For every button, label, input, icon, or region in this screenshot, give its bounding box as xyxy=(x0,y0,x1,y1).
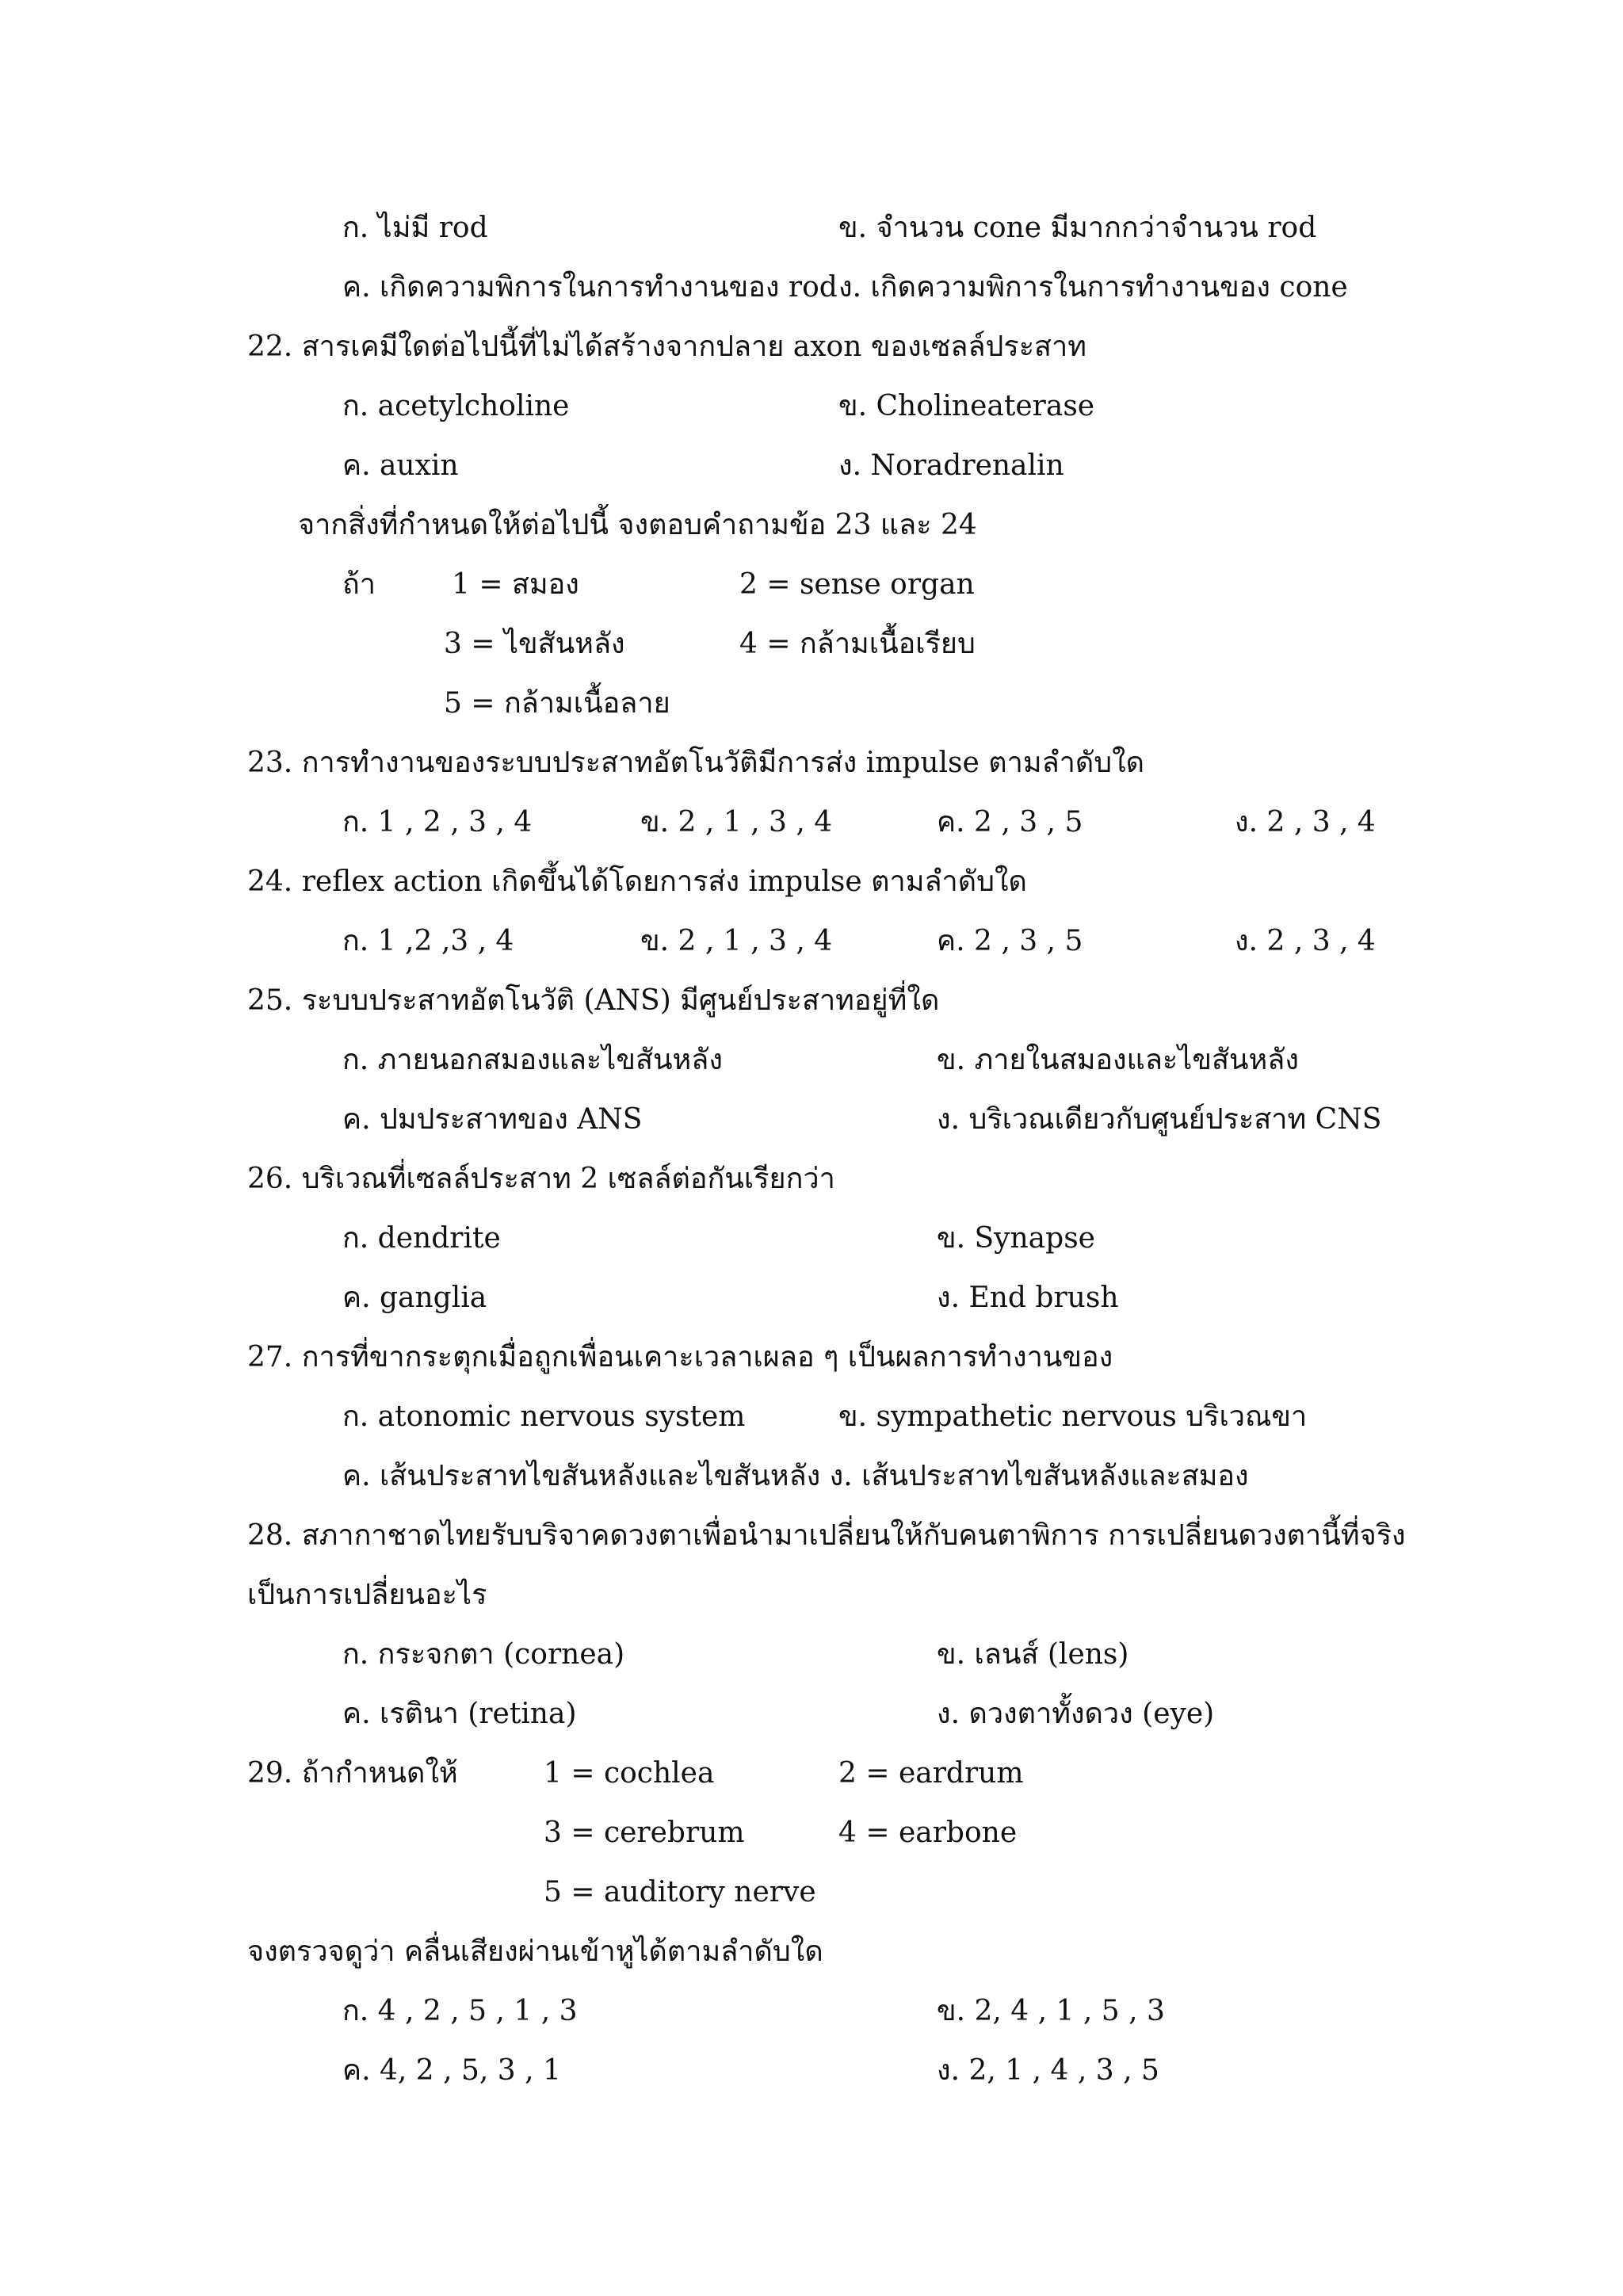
q25-option-c: ค. ปมประสาทของ ANS xyxy=(342,1103,643,1136)
q28-option-b: ข. เลนส์ (lens) xyxy=(937,1638,1129,1671)
q25-option-a: ก. ภายนอกสมองและไขสันหลัง xyxy=(342,1044,723,1076)
given-item-1: 1 = สมอง xyxy=(452,568,579,601)
q28-option-d: ง. ดวงตาทั้งดวง (eye) xyxy=(937,1698,1215,1730)
q26-question: 26. บริเวณที่เซลล์ประสาท 2 เซลล์ต่อกันเรียกว่า xyxy=(247,1163,835,1195)
given-item-3: 3 = ไขสันหลัง xyxy=(444,628,625,660)
q23-option-c: ค. 2 , 3 , 5 xyxy=(937,806,1083,839)
given-item-2: 2 = sense organ xyxy=(739,568,975,601)
q27-option-a: ก. atonomic nervous system xyxy=(342,1400,746,1433)
given-intro: จากสิ่งที่กำหนดให้ต่อไปนี้ จงตอบคำถามข้อ 23 และ 24 xyxy=(298,509,977,541)
q21-option-d: ง. เกิดความพิการในการทำงานของ cone xyxy=(838,271,1348,304)
q23-question: 23. การทำงานของระบบประสาทอัตโนวัติมีการส่ง impulse ตามลำดับใด xyxy=(247,747,1145,779)
q25-question: 25. ระบบประสาทอัตโนวัติ (ANS) มีศูนย์ประสาทอยู่ที่ใด xyxy=(247,984,940,1017)
q23-option-d: ง. 2 , 3 , 4 xyxy=(1235,806,1376,839)
q21-option-c: ค. เกิดความพิการในการทำงานของ rod xyxy=(342,271,838,304)
q22-option-c: ค. auxin xyxy=(342,449,459,482)
q24-option-a: ก. 1 ,2 ,3 , 4 xyxy=(342,925,514,957)
q28-option-a: ก. กระจกตา (cornea) xyxy=(342,1638,625,1671)
q29-item-2: 2 = eardrum xyxy=(838,1757,1024,1790)
q26-option-b: ข. Synapse xyxy=(937,1222,1095,1255)
q29-prompt: จงตรวจดูว่า คลื่นเสียงผ่านเข้าหูได้ตามลำดับใด xyxy=(247,1935,823,1968)
q25-option-b: ข. ภายในสมองและไขสันหลัง xyxy=(937,1044,1299,1076)
q27-option-cd: ค. เส้นประสาทไขสันหลังและไขสันหลัง ง. เส้นประสาทไขสันหลังและสมอง xyxy=(342,1460,1249,1492)
q29-item-5: 5 = auditory nerve xyxy=(544,1876,816,1908)
q29-option-d: ง. 2, 1 , 4 , 3 , 5 xyxy=(937,2054,1159,2087)
q24-option-d: ง. 2 , 3 , 4 xyxy=(1235,925,1376,957)
q29-option-b: ข. 2, 4 , 1 , 5 , 3 xyxy=(937,1995,1165,2027)
q29-option-a: ก. 4 , 2 , 5 , 1 , 3 xyxy=(342,1995,578,2027)
q29-question: 29. ถ้ากำหนดให้ xyxy=(247,1757,458,1790)
q28-question-line-2: เป็นการเปลี่ยนอะไร xyxy=(247,1579,487,1611)
q26-option-a: ก. dendrite xyxy=(342,1222,501,1255)
q26-option-d: ง. End brush xyxy=(937,1282,1119,1314)
given-item-5: 5 = กล้ามเนื้อลาย xyxy=(444,687,670,720)
q27-question: 27. การที่ขากระตุกเมื่อถูกเพื่อนเคาะเวลาเผลอ ๆ เป็นผลการทำงานของ xyxy=(247,1341,1113,1373)
q23-option-b: ข. 2 , 1 , 3 , 4 xyxy=(640,806,833,839)
q29-option-c: ค. 4, 2 , 5, 3 , 1 xyxy=(342,2054,561,2087)
q22-option-a: ก. acetylcholine xyxy=(342,390,570,422)
q22-question: 22. สารเคมีใดต่อไปนี้ที่ไม่ได้สร้างจากปลาย axon ของเซลล์ประสาท xyxy=(247,330,1086,363)
q23-option-a: ก. 1 , 2 , 3 , 4 xyxy=(342,806,533,839)
q22-option-d: ง. Noradrenalin xyxy=(838,449,1064,482)
q28-option-c: ค. เรตินา (retina) xyxy=(342,1698,577,1730)
q24-option-c: ค. 2 , 3 , 5 xyxy=(937,925,1083,957)
q21-option-b: ข. จำนวน cone มีมากกว่าจำนวน rod xyxy=(838,212,1317,244)
q25-option-d: ง. บริเวณเดียวกับศูนย์ประสาท CNS xyxy=(937,1103,1382,1136)
given-if-label: ถ้า xyxy=(342,568,376,601)
given-item-4: 4 = กล้ามเนื้อเรียบ xyxy=(739,628,976,660)
q28-question-line-1: 28. สภากาชาดไทยรับบริจาคดวงตาเพื่อนำมาเปลี่ยนให้กับคนตาพิการ การเปลี่ยนดวงตานี้ที่จริง xyxy=(247,1519,1406,1552)
q22-option-b: ข. Cholineaterase xyxy=(838,390,1095,422)
q24-option-b: ข. 2 , 1 , 3 , 4 xyxy=(640,925,833,957)
q29-item-4: 4 = earbone xyxy=(838,1817,1018,1849)
q27-option-b: ข. sympathetic nervous บริเวณขา xyxy=(838,1400,1308,1433)
q21-option-a: ก. ไม่มี rod xyxy=(342,212,488,244)
q29-item-1: 1 = cochlea xyxy=(544,1757,715,1790)
q24-question: 24. reflex action เกิดขึ้นได้โดยการส่ง impulse ตามลำดับใด xyxy=(247,865,1027,898)
q26-option-c: ค. ganglia xyxy=(342,1282,487,1314)
q29-item-3: 3 = cerebrum xyxy=(544,1817,745,1849)
